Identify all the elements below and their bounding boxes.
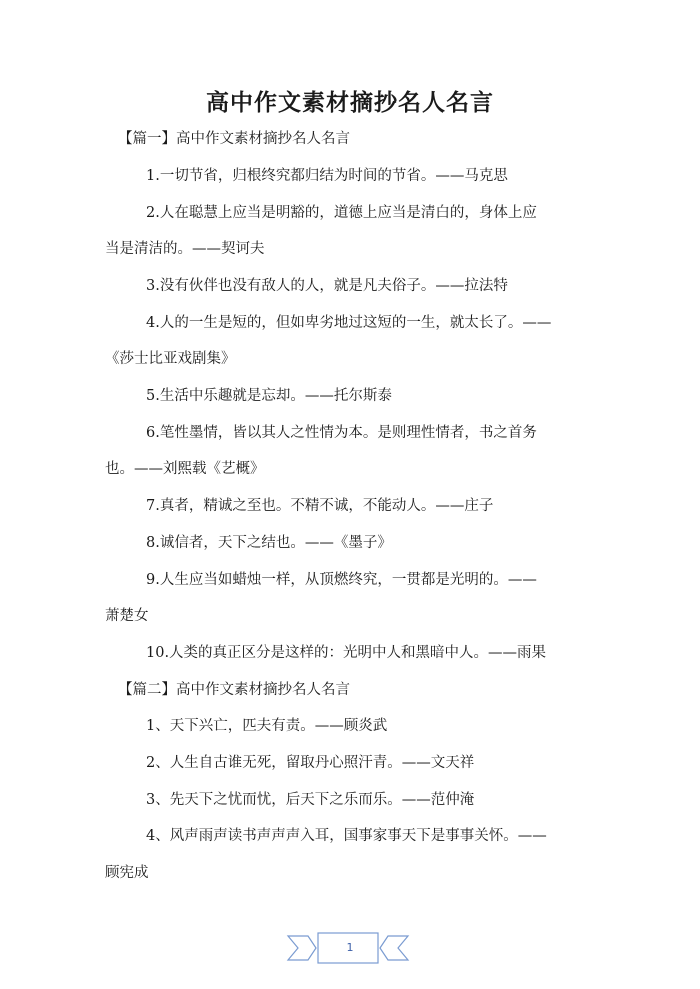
quote-line-continued: 也。——刘熙载《艺概》 [105,461,265,477]
quote-line: 3.没有伙伴也没有敌人的人，就是凡夫俗子。——拉法特 [146,278,508,294]
quote-line: 2、人生自古谁无死，留取丹心照汗青。——文天祥 [146,755,475,771]
quote-line-continued: 萧楚女 [105,608,149,624]
quote-line: 7.真者，精诚之至也。不精不诚，不能动人。——庄子 [146,498,494,514]
quote-line: 3、先天下之忧而忧，后天下之乐而乐。——范仲淹 [146,792,475,808]
quote-line: 8.诚信者，天下之结也。——《墨子》 [146,535,392,551]
quote-line: 2.人在聪慧上应当是明豁的，道德上应当是清白的，身体上应 [146,205,537,221]
quote-line: 10.人类的真正区分是这样的：光明中人和黑暗中人。——雨果 [146,645,547,661]
quote-line-continued: 《莎士比亚戏剧集》 [105,351,236,367]
quote-line: 1、天下兴亡，匹夫有责。——顾炎武 [146,718,388,734]
quote-line: 9.人生应当如蜡烛一样，从顶燃终究，一贯都是光明的。—— [146,572,537,588]
document-title: 高中作文素材摘抄名人名言 [206,90,494,116]
quote-line: 5.生活中乐趣就是忘却。——托尔斯泰 [146,388,392,404]
quote-line-continued: 当是清洁的。——契诃夫 [105,241,265,257]
page-number: 1 [346,941,354,954]
quote-line: 1.一切节省，归根终究都归结为时间的节省。——马克思 [146,168,508,184]
section-heading-2: 【篇二】高中作文素材摘抄名人名言 [118,682,350,698]
quote-line: 4.人的一生是短的，但如卑劣地过这短的一生，就太长了。—— [146,315,552,331]
quote-line: 6.笔性墨情，皆以其人之性情为本。是则理性情者，书之首务 [146,425,537,441]
section-heading-1: 【篇一】高中作文素材摘抄名人名言 [118,131,350,147]
quote-line: 4、风声雨声读书声声声入耳，国事家事天下是事事关怀。—— [146,828,547,844]
quote-line-continued: 顾宪成 [105,865,149,881]
